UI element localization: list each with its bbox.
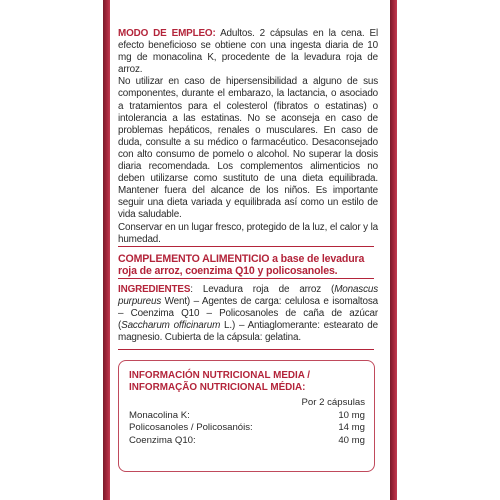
nutrition-info-box — [118, 360, 375, 472]
supplement-lead: COMPLEMENTO ALIMENTICIO — [118, 253, 270, 265]
table-row — [129, 435, 365, 448]
divider-3 — [118, 349, 374, 350]
nutrition-title-es: INFORMACIÓN NUTRICIONAL MEDIA / — [129, 370, 311, 381]
ingredients-text-2: Went) – Agentes de carga: celulosa e isomaltosa – Coenzima Q10 – Policosanoles de caña de azúcar ( — [118, 296, 378, 332]
nutrient-name: Monacolina K: — [129, 409, 190, 421]
nutrition-title — [129, 370, 369, 393]
table-row — [129, 422, 365, 435]
nutrient-name: Policosanoles / Policosanóis: — [129, 422, 253, 433]
divider-2 — [118, 278, 374, 279]
directions-storage: Conservar en un lugar fresco, protegido de la luz, el calor y la humedad. — [118, 221, 378, 245]
left-decorative-stripe — [103, 0, 110, 500]
nutrition-column-header: Por 2 cápsulas — [301, 397, 365, 408]
nutrient-value: 14 mg — [338, 422, 365, 433]
ingredients-section — [118, 284, 378, 344]
supplement-statement — [118, 253, 378, 277]
directions-warning: No utilizar en caso de hipersensibilidad a alguno de sus componentes, durante el embarazo, la lactancia, o asociado a tratamientos para el colesterol (fibratos o estatinas) o intolerancia a las estatinas. No se aconseja en caso de problemas hepáticos, renales o musculares. En caso de duda, consulte a su médico o farmacéutico. Desaconsejado con alto consumo de pomelo o alcohol. No superar la dosis diaria recomendada. Los complementos alimenticios no deben utilizarse como sustituto de una dieta equilibrada. Mantener fuera del alcance de los niños. Es importante seguir una dieta variada y equilibrada así como un estilo de vida saludable. — [118, 76, 378, 221]
directions-intro-text: Adultos. 2 cápsulas en la cena. El efecto beneficioso se obtiene con una ingesta diaria de 10 mg de monacolina K, procedente de la levadura roja de arroz. — [118, 28, 378, 76]
directions-section — [118, 28, 378, 246]
ingredients-latin-1: Monascus purpureus — [118, 284, 378, 308]
supplement-rest: a base de levadura roja de arroz, coenzima Q10 y policosanoles. — [118, 253, 365, 278]
ingredients-text-3: L.) – Antiaglomerante: estearato de magnesio. Cubierta de la cápsula: gelatina. — [118, 320, 378, 344]
nutrition-header-row — [129, 397, 365, 410]
nutrient-value: 40 mg — [338, 434, 365, 446]
directions-heading: MODO DE EMPLEO: — [118, 28, 216, 39]
nutrition-title-pt: INFORMAÇÃO NUTRICIONAL MÉDIA: — [129, 381, 306, 393]
ingredients-text-1: : Levadura roja de arroz ( — [190, 284, 335, 295]
table-row — [129, 410, 365, 423]
nutrient-value: 10 mg — [338, 409, 365, 421]
ingredients-heading: INGREDIENTES — [118, 284, 191, 295]
directions-intro — [118, 28, 378, 76]
right-decorative-stripe — [390, 0, 397, 500]
nutrient-name: Coenzima Q10: — [129, 434, 196, 446]
nutrition-table — [129, 397, 365, 447]
divider-1 — [118, 246, 374, 247]
ingredients-latin-2: Saccharum officinarum — [121, 320, 221, 332]
